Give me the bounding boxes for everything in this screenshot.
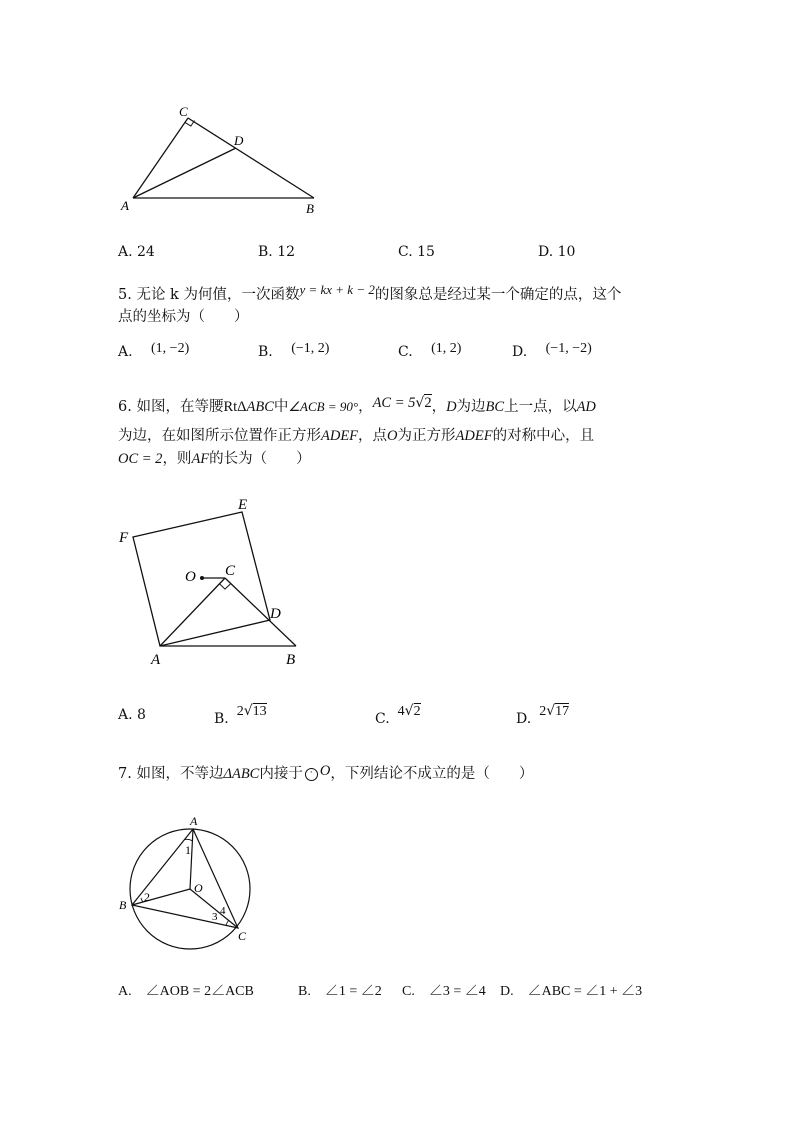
q6-option-a[interactable]: A. 8 (118, 707, 146, 723)
q6-option-c-coef: 4 (397, 704, 405, 719)
q6-abc: ABC (246, 399, 274, 415)
q6-text: 中 (273, 399, 289, 415)
q6-triangle-symbol: Δ (237, 399, 247, 415)
fig4-label-c: C (179, 104, 188, 119)
q7-circle-figure (115, 810, 260, 960)
q6-option-b-label: B. (214, 711, 229, 727)
q6-af: AF (191, 451, 210, 467)
sqrt-icon: √ (404, 703, 414, 719)
fig4-label-b: B (306, 201, 314, 216)
q7-text: 7. 如图，不等边 (118, 766, 224, 782)
q4-option-b[interactable]: B. 12 (258, 244, 296, 260)
q6-option-b-radicand: 13 (252, 704, 267, 719)
fig4-label-d: D (234, 133, 244, 148)
q6-stem-line2 (118, 424, 594, 445)
q6-option-d-radicand: 17 (555, 704, 570, 719)
q6-oc: OC = 2 (118, 451, 163, 467)
q6-option-b[interactable] (214, 703, 267, 727)
q6-text: ， (431, 399, 447, 415)
q6-option-d[interactable] (516, 703, 570, 727)
fig7-angle-3: 3 (212, 911, 218, 923)
q7-text: ，下列结论不成立的是（ ） (330, 766, 534, 782)
q5-option-a-value: (1, −2) (151, 341, 190, 356)
fig7-angle-1: 1 (185, 843, 191, 857)
q5-option-b-label: B. (258, 344, 273, 360)
q5-stem-line1 (118, 283, 621, 304)
fig6-label-o: O (185, 569, 196, 585)
q6-adef: ADEF (321, 428, 359, 444)
q6-option-c-label: C. (375, 711, 390, 727)
q5-formula: y = kx + k − 2 (299, 282, 375, 297)
q6-text: 的长为（ ） (209, 451, 311, 467)
q7-option-d[interactable]: D. ∠ABC = ∠1 + ∠3 (500, 984, 643, 999)
q5-option-c-label: C. (398, 344, 413, 360)
q6-root-2: √2 (415, 395, 432, 411)
q6-text: 为正方形 (397, 428, 456, 444)
circle-dot-icon: · (305, 768, 318, 781)
q6-bc: BC (485, 399, 505, 415)
q5-option-d-label: D. (512, 344, 528, 360)
q6-text: 为边，在如图所示位置作正方形 (118, 428, 321, 444)
q5-option-c-value: (1, 2) (431, 341, 462, 356)
q6-option-c-radicand: 2 (413, 704, 421, 719)
q5-option-a[interactable] (118, 341, 190, 361)
q6-adef: ADEF (455, 428, 493, 444)
q5-option-b[interactable] (258, 341, 330, 361)
q5-stem-text: 5. 无论 k 为何值，一次函数 (118, 287, 300, 303)
fig7-label-a: A (190, 814, 198, 828)
fig6-label-e: E (238, 497, 248, 513)
q6-text: ，则 (162, 451, 192, 467)
fig6-label-d: D (270, 606, 281, 622)
q6-option-d-coef: 2 (539, 704, 547, 719)
q6-rt: Rt (223, 399, 238, 415)
q5-stem-text-post: 的图象总是经过某一个确定的点，这个 (374, 287, 622, 303)
q6-d: D (446, 399, 457, 415)
q5-option-d-value: (−1, −2) (545, 341, 592, 356)
q6-square-figure (110, 490, 320, 670)
q6-o: O (387, 428, 398, 444)
fig7-label-c: C (238, 929, 247, 943)
fig6-label-b: B (286, 652, 296, 668)
q4-option-c[interactable]: C. 15 (398, 244, 435, 260)
q5-option-c[interactable] (398, 341, 462, 361)
q7-stem (118, 762, 533, 784)
q7-option-b[interactable]: B. ∠1 = ∠2 (298, 984, 382, 999)
fig7-angle-4: 4 (220, 905, 226, 917)
fig7-angle-2: 2 (144, 890, 150, 904)
q4-triangle-figure (110, 95, 340, 220)
q7-triangle: ΔABC (223, 766, 260, 782)
q6-text: 为边 (456, 399, 486, 415)
fig4-label-a: A (121, 198, 129, 213)
fig6-label-c: C (225, 563, 236, 579)
q6-text: ，点 (358, 428, 388, 444)
q6-stem-line1 (118, 395, 596, 416)
q6-angle: ∠ACB = 90° (288, 399, 359, 414)
q6-text: 6. 如图，在等腰 (118, 399, 224, 415)
q5-option-d[interactable] (512, 341, 592, 361)
q6-text: 上一点，以 (504, 399, 577, 415)
q6-option-d-label: D. (516, 711, 532, 727)
q7-text: 内接于 (259, 766, 303, 782)
q7-option-c[interactable]: C. ∠3 = ∠4 (402, 984, 486, 999)
fig7-label-o: O (194, 881, 203, 895)
q6-ac: AC = 5 (372, 395, 416, 411)
q6-text: 的对称中心，且 (492, 428, 595, 444)
sqrt-icon: √ (546, 703, 556, 719)
q7-option-a[interactable]: A. ∠AOB = 2∠ACB (118, 984, 254, 999)
q6-ad: AD (576, 399, 596, 415)
q6-stem-line3 (118, 447, 311, 468)
q4-option-d[interactable]: D. 10 (538, 244, 576, 260)
q5-option-b-value: (−1, 2) (291, 341, 330, 356)
sqrt-icon: √ (243, 703, 253, 719)
q7-o: O (319, 763, 331, 779)
q6-text: ， (358, 399, 373, 415)
q4-option-a[interactable]: A. 24 (118, 244, 155, 260)
q5-stem-line2: 点的坐标为（ ） (118, 309, 249, 325)
q5-option-a-label: A. (118, 344, 133, 360)
fig7-label-b: B (119, 898, 127, 912)
q6-option-c[interactable] (375, 703, 421, 727)
fig6-label-f: F (119, 530, 129, 546)
fig6-label-a: A (151, 652, 161, 668)
q6-option-b-coef: 2 (236, 704, 244, 719)
